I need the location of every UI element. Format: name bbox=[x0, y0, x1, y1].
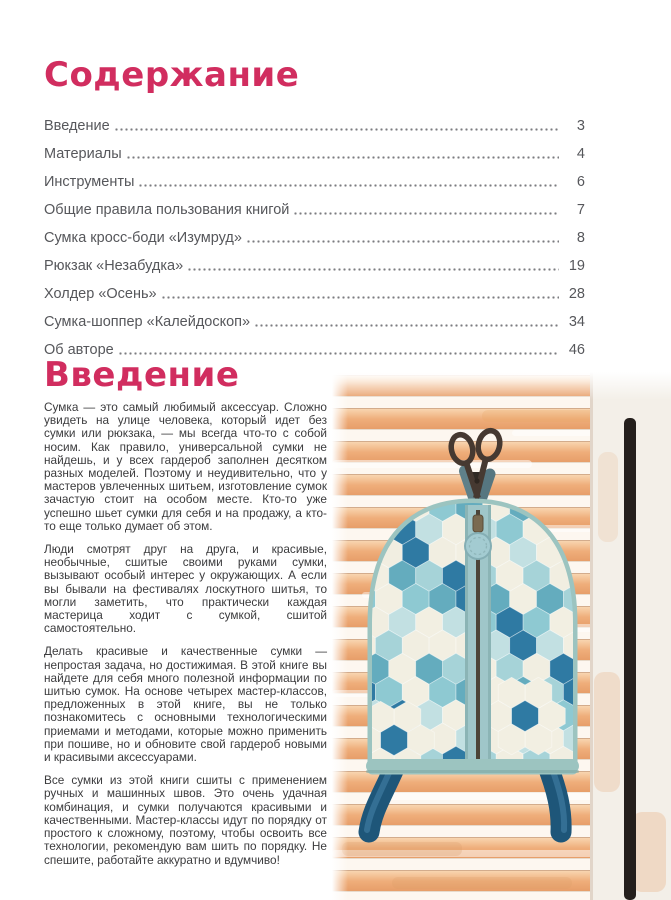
toc-entry bbox=[44, 302, 585, 330]
toc-entry-page: 4 bbox=[576, 146, 585, 162]
toc-leader-dots bbox=[293, 212, 559, 215]
toc-entry-page: 34 bbox=[568, 314, 585, 330]
toc-entry-page: 8 bbox=[576, 230, 585, 246]
toc-entry-page: 46 bbox=[568, 342, 585, 358]
toc-leader-dots bbox=[187, 268, 559, 271]
toc-leader-dots bbox=[138, 184, 559, 187]
intro-paragraph: Все сумки из этой книги сшиты с применением ручных и машинных швов. Это очень удачная комбинация, и сумки получаются красивыми и качественными. Мастер-классы идут по порядку от простого к сложному, поэтому, чтобы освоить все технологии, рекомендую вам шить по порядку. Не спешите, работайте аккуратно и вдумчиво! bbox=[44, 773, 327, 867]
toc-entry-label: Сумка кросс-боди «Изумруд» bbox=[44, 230, 242, 246]
toc-leader-dots bbox=[246, 240, 559, 243]
photo-left-fade bbox=[332, 372, 348, 900]
toc-entry-label: Об авторе bbox=[44, 342, 114, 358]
toc-entry-page: 6 bbox=[576, 174, 585, 190]
toc-entry-label: Введение bbox=[44, 118, 110, 134]
toc-entry bbox=[44, 190, 585, 218]
toc-list bbox=[44, 106, 585, 358]
toc-entry bbox=[44, 162, 585, 190]
shutter-frame-panel bbox=[590, 372, 671, 900]
toc-entry bbox=[44, 330, 585, 358]
zipper bbox=[465, 505, 491, 768]
toc-entry-label: Рюкзак «Незабудка» bbox=[44, 258, 184, 274]
backpack-photo bbox=[332, 372, 671, 900]
intro-text bbox=[44, 401, 327, 877]
photo-top-fade bbox=[332, 372, 671, 400]
toc-leader-dots bbox=[126, 156, 559, 159]
intro-paragraph: Делать красивые и качественные сумки — непростая задача, но достижимая. В этой книге вы найдете для себя много полезной информации по шитью сумок. На основе четырех мастер-классов, предложенных в этой книге, вы не только познакомитесь с основными технологическими приемами и методами, которые можно применить при пошиве, но и обновите свой гардероб новыми и красивыми аксессуарами. bbox=[44, 644, 327, 765]
intro-title: Введение bbox=[44, 355, 240, 395]
toc-leader-dots bbox=[254, 324, 559, 327]
toc-entry-label: Общие правила пользования книгой bbox=[44, 202, 290, 218]
toc-entry-page: 7 bbox=[576, 202, 585, 218]
toc-entry-label: Материалы bbox=[44, 146, 122, 162]
toc-entry bbox=[44, 218, 585, 246]
backpack-photo-illustration bbox=[332, 372, 671, 900]
intro-paragraph: Люди смотрят друг на друга, и красивые, необычные, сшитые своими руками сумки, вызывают особый интерес у окружающих. А если вы бывали на фестивалях лоскутного шитья, то могли заметить, что практически каждая мастерица ходит с сумкой, сшитой самостоятельно. bbox=[44, 542, 327, 636]
toc-entry bbox=[44, 106, 585, 134]
frame-slot bbox=[624, 418, 636, 900]
intro-paragraph: Сумка — это самый любимый аксессуар. Сложно увидеть на улице человека, который идет без сумки или рюкзака, — мы всегда что-то с собой носим. Как правило, универсальной сумки не найдешь, и у всех гардероб заполнен десятком разных моделей. Поэтому и неудивительно, что у мастеров увлеченных шитьем, изготовление сумок зачастую стоит на особом месте. Кто-то уже успешно шьет сумки для себя и на продажу, а кто-то еще только думает об этом. bbox=[44, 400, 327, 533]
toc-entry-label: Инструменты bbox=[44, 174, 135, 190]
toc-leader-dots bbox=[161, 296, 559, 299]
toc-entry bbox=[44, 246, 585, 274]
toc-entry-label: Холдер «Осень» bbox=[44, 286, 157, 302]
toc-entry-page: 19 bbox=[568, 258, 585, 274]
toc-leader-dots bbox=[114, 128, 559, 131]
toc-title: Содержание bbox=[44, 55, 300, 95]
toc-entry bbox=[44, 134, 585, 162]
toc-entry bbox=[44, 274, 585, 302]
toc-entry-label: Сумка-шоппер «Калейдоскоп» bbox=[44, 314, 251, 330]
toc-entry-page: 3 bbox=[576, 118, 585, 134]
toc-entry-page: 28 bbox=[568, 286, 585, 302]
